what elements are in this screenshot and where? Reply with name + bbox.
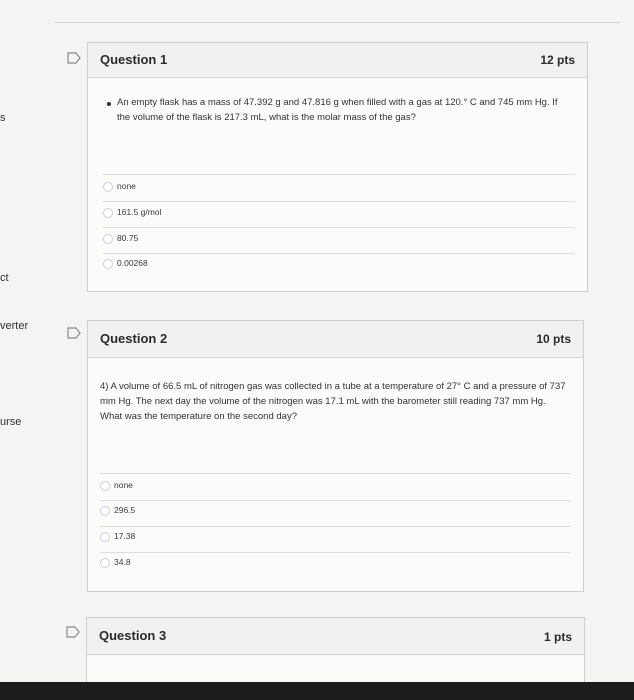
question-points: 1 pts: [543, 630, 572, 644]
divider: [100, 473, 571, 474]
divider: [100, 552, 571, 553]
answer-label: 34.8: [114, 557, 131, 567]
radio-button[interactable]: [103, 234, 113, 244]
question-text: An empty flask has a mass of 47.392 g and 47.816 g when filled with a gas at 120.° C and 745 mm Hg. If the volume of the flask is 217.3 mL, what is the molar mass of the gas?: [117, 97, 558, 123]
sidebar-cutoff-text[interactable]: verter: [0, 320, 29, 332]
answer-option[interactable]: [100, 530, 570, 546]
question-card-3: [86, 617, 585, 687]
top-divider: [55, 22, 620, 23]
divider: [103, 227, 575, 228]
question-title: Question 1: [100, 52, 168, 67]
radio-button[interactable]: [100, 532, 110, 542]
divider: [100, 500, 571, 501]
divider: [103, 253, 575, 254]
answer-option[interactable]: [103, 180, 573, 196]
question-title: Question 3: [99, 628, 167, 643]
answer-label: none: [114, 480, 133, 490]
answer-option[interactable]: [100, 479, 570, 495]
answer-option[interactable]: [100, 556, 570, 572]
question-points: 10 pts: [536, 332, 571, 346]
radio-button[interactable]: [103, 208, 113, 218]
radio-button[interactable]: [100, 506, 110, 516]
answer-option[interactable]: [103, 206, 573, 222]
radio-button[interactable]: [103, 182, 113, 192]
radio-button[interactable]: [100, 558, 110, 568]
radio-button[interactable]: [103, 259, 113, 269]
question-text: 4) A volume of 66.5 mL of nitrogen gas was collected in a tube at a temperature of 27° C and a pressure of 737 mm Hg. The next day the volume of the nitrogen was 17.1 mL with the barometer still reading 737 mm Hg. What was the temperature on the second day?: [100, 381, 566, 422]
flag-icon[interactable]: [67, 52, 81, 64]
divider: [103, 201, 575, 202]
divider: [103, 174, 575, 175]
bullet-point: [107, 102, 111, 106]
divider: [100, 526, 571, 527]
question-title: Question 2: [100, 331, 168, 346]
answer-option[interactable]: [103, 232, 573, 248]
answer-label: 17.38: [114, 531, 136, 541]
question-header: [87, 618, 584, 655]
screen-bezel: [0, 682, 634, 700]
answer-label: 0.00268: [117, 258, 148, 268]
radio-button[interactable]: [100, 481, 110, 491]
answer-option[interactable]: [100, 504, 570, 520]
flag-icon[interactable]: [66, 626, 80, 638]
question-header: [88, 43, 587, 78]
question-points: 12 pts: [540, 53, 575, 67]
question-card-1: [87, 42, 588, 292]
answer-option[interactable]: [103, 257, 573, 273]
question-header: [88, 321, 583, 358]
answer-label: 80.75: [117, 233, 139, 243]
sidebar-cutoff-text[interactable]: ct: [0, 272, 9, 284]
answer-label: 296.5: [114, 505, 136, 515]
answer-label: none: [117, 181, 136, 191]
flag-icon[interactable]: [67, 327, 81, 339]
sidebar-cutoff-text[interactable]: s: [0, 112, 6, 124]
sidebar-cutoff-text[interactable]: urse: [0, 416, 22, 428]
question-card-2: [87, 320, 584, 592]
answer-label: 161.5 g/mol: [117, 207, 162, 217]
